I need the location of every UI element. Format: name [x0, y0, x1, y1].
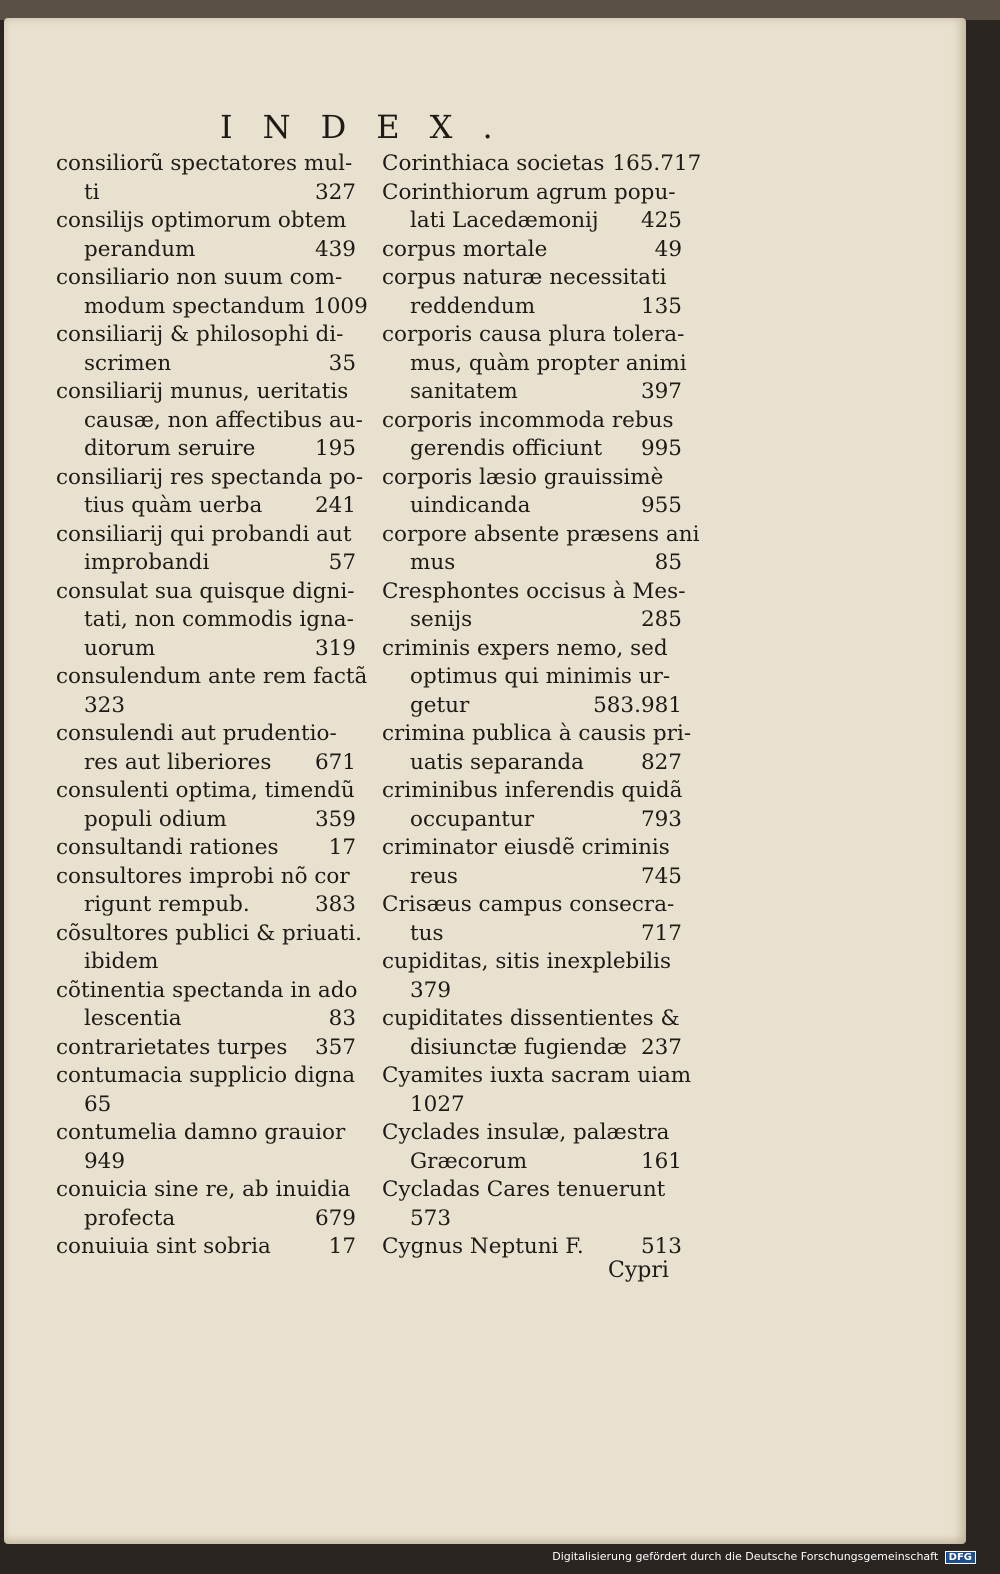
page-number: 161 — [640, 1148, 682, 1174]
entry-text: contrarietates turpes — [56, 1034, 288, 1060]
entry-text: gerendis officiunt — [410, 436, 603, 461]
entry-text: reddendum — [410, 293, 536, 319]
page-number: 241 — [314, 493, 356, 518]
entry-text: Cycladas Cares tenuerunt — [382, 1177, 666, 1202]
index-entry — [56, 1119, 356, 1176]
page-number: 357 — [314, 1034, 356, 1060]
entry-text: optimus qui minimis ur- — [410, 664, 671, 689]
entry-text: 573 — [410, 1205, 452, 1231]
entry-text: consiliarij munus, ueritatis — [56, 379, 349, 404]
entry-text: cupiditates dissentientes & — [382, 1006, 680, 1031]
page-number: 195 — [314, 436, 356, 461]
index-column-right — [382, 150, 702, 1262]
index-entry — [382, 150, 702, 179]
index-entry — [382, 521, 700, 578]
page-number: 955 — [640, 493, 682, 518]
entry-text: cõsultores publici & priuati. — [56, 920, 362, 946]
page-number: 425 — [640, 208, 682, 233]
entry-text: corporis læsio grauissimè — [382, 464, 664, 490]
index-entry — [382, 891, 682, 948]
page-number: 17 — [328, 1234, 356, 1259]
entry-text: consulendum ante rem factã — [56, 664, 368, 689]
entry-text: profecta — [84, 1205, 176, 1231]
page-number: 285 — [640, 607, 682, 632]
entry-text: Græcorum — [410, 1148, 528, 1174]
entry-text: modum spectandum — [84, 293, 306, 319]
entry-text: criminis expers nemo, sed — [382, 635, 668, 661]
page-number: 165.717 — [612, 151, 702, 176]
digitization-credit — [552, 1550, 976, 1564]
entry-text: Cygnus Neptuni F. — [382, 1234, 584, 1259]
page-number: 383 — [314, 892, 356, 917]
page-number: 35 — [328, 350, 356, 376]
index-entry — [382, 1119, 682, 1176]
index-entry — [56, 720, 356, 777]
page-number: 745 — [640, 863, 682, 889]
entry-text: crimina publica à causis pri- — [382, 721, 692, 746]
entry-text: causæ, non affectibus au- — [84, 407, 363, 433]
entry-text: lati Lacedæmonij — [410, 208, 599, 233]
entry-text: scrimen — [84, 350, 172, 376]
entry-text: sanitatem — [410, 379, 518, 404]
entry-text: consiliarij res spectanda po- — [56, 464, 364, 490]
entry-text: rigunt rempub. — [84, 892, 250, 917]
index-entry — [382, 777, 682, 834]
entry-text: improbandi — [84, 550, 210, 575]
page-number: 671 — [314, 749, 356, 775]
page-number: 717 — [640, 920, 682, 946]
index-entry — [382, 464, 682, 521]
page-number: 1009 — [313, 293, 368, 319]
entry-text: 949 — [84, 1148, 126, 1174]
entry-text: conuiuia sint sobria — [56, 1234, 271, 1259]
page-number: 49 — [654, 236, 682, 262]
entry-text: criminator eiusdẽ criminis — [382, 835, 670, 860]
index-entry — [382, 834, 682, 891]
page-number: 237 — [640, 1034, 682, 1060]
entry-text: Corinthiorum agrum popu- — [382, 179, 676, 205]
entry-text: criminibus inferendis quidã — [382, 778, 683, 803]
index-entry — [382, 236, 682, 265]
index-entry — [382, 948, 682, 1005]
page-number: 439 — [314, 236, 356, 262]
entry-text: Cyamites iuxta sacram uiam — [382, 1063, 692, 1088]
entry-text: 379 — [410, 977, 452, 1003]
entry-text: mus — [410, 550, 456, 575]
page-number: 57 — [328, 550, 356, 575]
entry-text: Crisæus campus consecra- — [382, 892, 675, 917]
index-entry — [56, 1233, 356, 1262]
entry-text: senijs — [410, 607, 473, 632]
entry-text: res aut liberiores — [84, 749, 272, 775]
entry-text: ibidem — [84, 949, 159, 974]
page-number: 135 — [640, 293, 682, 319]
entry-text: corpus naturæ necessitati — [382, 265, 667, 290]
index-entry — [56, 1034, 356, 1063]
entry-text: uorum — [84, 635, 156, 661]
page-number: 827 — [640, 749, 682, 775]
entry-text: contumacia supplicio digna — [56, 1063, 356, 1088]
entry-text: 1027 — [410, 1091, 465, 1117]
index-entry — [382, 321, 687, 407]
entry-text: consulendi aut prudentio- — [56, 721, 337, 746]
page-number: 319 — [314, 635, 356, 661]
index-entry — [56, 920, 362, 977]
page-number: 83 — [328, 1006, 356, 1031]
entry-text: lescentia — [84, 1006, 182, 1031]
index-entry — [56, 1176, 356, 1233]
page-number: 327 — [314, 179, 356, 205]
index-entry — [56, 464, 364, 521]
entry-text: conuicia sine re, ab inuidia — [56, 1177, 351, 1202]
index-entry — [382, 578, 686, 635]
entry-text: getur — [410, 692, 470, 718]
index-entry — [382, 635, 682, 721]
entry-text: corporis incommoda rebus — [382, 407, 674, 433]
page-number: 995 — [640, 436, 682, 461]
entry-text: consiliarij & philosophi di- — [56, 322, 344, 347]
entry-text: corporis causa plura tolera- — [382, 322, 685, 347]
page-number: 85 — [654, 550, 682, 575]
entry-text: tus — [410, 920, 444, 946]
entry-text: uindicanda — [410, 493, 531, 518]
entry-text: reus — [410, 863, 458, 889]
page-number: 17 — [328, 835, 356, 860]
index-entry — [56, 663, 368, 720]
entry-text: Cyclades insulæ, palæstra — [382, 1120, 670, 1145]
entry-text: consilijs optimorum obtem — [56, 208, 347, 233]
index-entry — [56, 1062, 356, 1119]
entry-text: consiliario non suum com- — [56, 265, 343, 290]
entry-text: Cresphontes occisus à Mes- — [382, 578, 686, 604]
index-entry — [56, 578, 356, 664]
entry-text: disiunctæ fugiendæ — [410, 1034, 627, 1060]
entry-text: occupantur — [410, 806, 535, 832]
page-number: 679 — [314, 1205, 356, 1231]
entry-text: consulat sua quisque digni- — [56, 578, 355, 604]
entry-text: 323 — [84, 692, 126, 718]
index-entry — [382, 1005, 682, 1062]
entry-text: cõtinentia spectanda in ado — [56, 977, 358, 1003]
entry-text: ditorum seruire — [84, 436, 256, 461]
index-entry — [56, 863, 356, 920]
entry-text: tius quàm uerba — [84, 493, 263, 518]
index-entry — [56, 207, 356, 264]
entry-text: Corinthiaca societas — [382, 151, 605, 176]
index-entry — [382, 1062, 692, 1119]
page-number: 583.981 — [593, 692, 682, 718]
index-entry — [382, 179, 682, 236]
entry-text: contumelia damno grauior — [56, 1120, 346, 1145]
index-entry — [56, 264, 368, 321]
entry-text: consultores improbi nõ cor — [56, 863, 350, 889]
index-entry — [382, 1176, 682, 1233]
entry-text: populi odium — [84, 806, 227, 832]
page-number: 793 — [640, 806, 682, 832]
index-entry — [56, 521, 356, 578]
entry-text: consiliorũ spectatores mul- — [56, 151, 353, 176]
entry-text: consultandi rationes — [56, 835, 279, 860]
index-entry — [56, 834, 356, 863]
page-number: 397 — [640, 379, 682, 404]
index-entry — [382, 720, 692, 777]
index-entry — [56, 321, 356, 378]
index-entry — [56, 150, 356, 207]
entry-text: consiliarij qui probandi aut — [56, 521, 352, 547]
entry-text: perandum — [84, 236, 196, 262]
catchword: Cypri — [608, 1258, 669, 1283]
entry-text: corpus mortale — [382, 236, 548, 262]
page-header — [220, 108, 523, 146]
credit-text: Digitalisierung gefördert durch die Deutsche Forschungsgemeinschaft — [552, 1550, 939, 1563]
page-number: 513 — [640, 1234, 682, 1259]
page-title: INDEX. — [220, 108, 523, 146]
index-entry — [56, 977, 356, 1034]
entry-text: ti — [84, 179, 100, 205]
index-entry — [382, 264, 682, 321]
index-entry — [56, 777, 356, 834]
index-column-left — [56, 150, 368, 1262]
entry-text: consulenti optima, timendũ — [56, 778, 355, 803]
entry-text: 65 — [84, 1091, 112, 1117]
scan-top-edge — [0, 0, 1000, 20]
index-entry — [56, 378, 363, 464]
entry-text: cupiditas, sitis inexplebilis — [382, 949, 671, 974]
entry-text: uatis separanda — [410, 749, 584, 775]
index-entry — [382, 407, 682, 464]
entry-text: tati, non commodis igna- — [84, 607, 354, 632]
page-number: 359 — [314, 806, 356, 832]
dfg-logo: DFG — [945, 1551, 976, 1564]
entry-text: mus, quàm propter animi — [410, 350, 687, 376]
entry-text: corpore absente præsens ani — [382, 521, 700, 547]
